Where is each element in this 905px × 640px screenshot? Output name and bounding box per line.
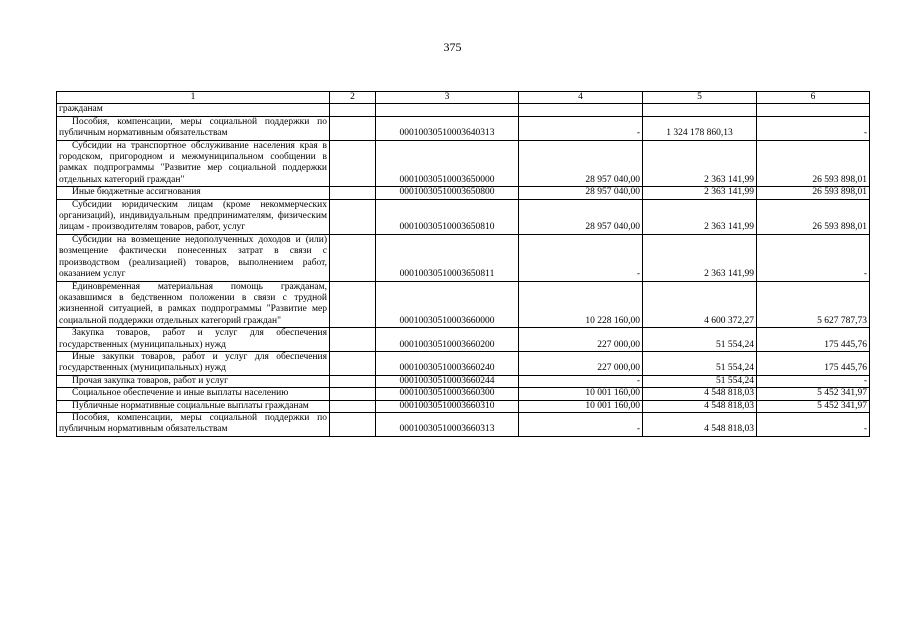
row-code: 00010030510003660240 xyxy=(376,351,519,375)
column-header-6: 6 xyxy=(757,92,870,104)
row-code: 00010030510003660300 xyxy=(376,388,519,400)
table-row xyxy=(57,199,870,234)
row-name-cell xyxy=(57,388,330,400)
row-col4: - xyxy=(519,116,643,140)
row-col5: 4 548 818,03 xyxy=(643,388,757,400)
table-row xyxy=(57,116,870,140)
row-col4: 10 001 160,00 xyxy=(519,400,643,412)
table-row xyxy=(57,104,870,116)
row-name: Публичные нормативные социальные выплаты гражданам xyxy=(72,400,309,411)
row-name-cell xyxy=(57,234,330,281)
row-col5: 4 548 818,03 xyxy=(643,412,757,436)
budget-table xyxy=(56,91,870,437)
row-col4: - xyxy=(519,375,643,387)
column-header-5: 5 xyxy=(643,92,757,104)
column-header-2: 2 xyxy=(330,92,376,104)
row-col5: 2 363 141,99 xyxy=(643,199,757,234)
row-col6: 175 445,76 xyxy=(757,328,870,352)
row-col2 xyxy=(330,328,376,352)
table-row xyxy=(57,412,870,436)
table-body xyxy=(57,104,870,436)
row-name: Субсидии на возмещение недополученных доходов и (или) возмещение фактически понесенных затрат в связи с производством (реализацией) товаров, выполнением работ, оказанием услуг xyxy=(59,234,327,280)
row-code: 00010030510003660000 xyxy=(376,281,519,328)
row-name: Иные закупки товаров, работ и услуг для обеспечения государственных (муниципальных) нужд xyxy=(59,351,327,374)
row-col2 xyxy=(330,412,376,436)
row-col4 xyxy=(519,104,643,116)
table-row xyxy=(57,328,870,352)
row-col5: 2 363 141,99 xyxy=(643,234,757,281)
row-code: 00010030510003650800 xyxy=(376,187,519,199)
row-name-cell xyxy=(57,187,330,199)
row-col5: 51 554,24 xyxy=(643,351,757,375)
row-name: Пособия, компенсации, меры социальной поддержки по публичным нормативным обязательствам xyxy=(59,116,327,139)
row-name-cell xyxy=(57,116,330,140)
row-name-cell xyxy=(57,351,330,375)
row-col5: 2 363 141,99 xyxy=(643,140,757,187)
table-header-row xyxy=(57,92,870,104)
row-code: 00010030510003660244 xyxy=(376,375,519,387)
column-header-1: 1 xyxy=(57,92,330,104)
row-name-cell xyxy=(57,375,330,387)
table-row xyxy=(57,234,870,281)
row-col6 xyxy=(757,104,870,116)
row-code: 00010030510003640313 xyxy=(376,116,519,140)
row-code xyxy=(376,104,519,116)
row-col6: 5 452 341,97 xyxy=(757,400,870,412)
row-col6: - xyxy=(757,375,870,387)
row-col6: - xyxy=(757,234,870,281)
row-code: 00010030510003660310 xyxy=(376,400,519,412)
row-name: Прочая закупка товаров, работ и услуг xyxy=(72,375,229,386)
table-row xyxy=(57,140,870,187)
row-col5: 2 363 141,99 xyxy=(643,187,757,199)
row-col4: 227 000,00 xyxy=(519,328,643,352)
row-col2 xyxy=(330,234,376,281)
row-name: Пособия, компенсации, меры социальной поддержки по публичным нормативным обязательствам xyxy=(59,412,327,435)
row-col5: 1 324 178 860,13 xyxy=(643,116,757,140)
row-col6: 175 445,76 xyxy=(757,351,870,375)
row-name: Субсидии на транспортное обслуживание населения края в городском, пригородном и межмуниципальном сообщении в рамках подпрограммы "Развитие мер социальной поддержки отдельных категорий граждан" xyxy=(59,140,327,185)
row-col2 xyxy=(330,116,376,140)
row-name: Социальное обеспечение и иные выплаты населению xyxy=(72,388,289,399)
row-col4: 28 957 040,00 xyxy=(519,187,643,199)
row-col4: 227 000,00 xyxy=(519,351,643,375)
row-col6: 5 627 787,73 xyxy=(757,281,870,328)
row-code: 00010030510003660200 xyxy=(376,328,519,352)
row-col4: 10 228 160,00 xyxy=(519,281,643,328)
table-row xyxy=(57,400,870,412)
row-code: 00010030510003650000 xyxy=(376,140,519,187)
row-col2 xyxy=(330,400,376,412)
row-col2 xyxy=(330,281,376,328)
row-col5 xyxy=(643,104,757,116)
row-code: 00010030510003660313 xyxy=(376,412,519,436)
row-name-cell xyxy=(57,140,330,187)
row-col4: - xyxy=(519,234,643,281)
row-col5: 4 600 372,27 xyxy=(643,281,757,328)
row-name-cell xyxy=(57,412,330,436)
row-col2 xyxy=(330,187,376,199)
row-col5: 4 548 818,03 xyxy=(643,400,757,412)
row-col6: - xyxy=(757,116,870,140)
row-col6: 26 593 898,01 xyxy=(757,187,870,199)
row-col6: 26 593 898,01 xyxy=(757,199,870,234)
row-name-cell xyxy=(57,104,330,116)
page-number: 375 xyxy=(443,40,462,54)
row-name-cell xyxy=(57,281,330,328)
row-name-cell xyxy=(57,328,330,352)
row-name-cell xyxy=(57,199,330,234)
row-col5: 51 554,24 xyxy=(643,375,757,387)
row-col6: 5 452 341,97 xyxy=(757,388,870,400)
row-name: гражданам xyxy=(59,104,103,115)
row-name-cell xyxy=(57,400,330,412)
row-col5: 51 554,24 xyxy=(643,328,757,352)
row-col2 xyxy=(330,351,376,375)
row-name: Субсидии юридическим лицам (кроме некоммерческих организаций), индивидуальным предпринимателям, физическим лицам - производителям товаров, работ, услуг xyxy=(59,199,327,233)
table-row xyxy=(57,388,870,400)
row-code: 00010030510003650810 xyxy=(376,199,519,234)
row-col4: - xyxy=(519,412,643,436)
row-col4: 10 001 160,00 xyxy=(519,388,643,400)
row-col2 xyxy=(330,140,376,187)
row-name: Иные бюджетные ассигнования xyxy=(72,187,201,198)
table-row xyxy=(57,375,870,387)
row-col2 xyxy=(330,104,376,116)
table-row xyxy=(57,351,870,375)
row-col2 xyxy=(330,388,376,400)
column-header-3: 3 xyxy=(376,92,519,104)
column-header-4: 4 xyxy=(519,92,643,104)
row-col2 xyxy=(330,199,376,234)
row-col4: 28 957 040,00 xyxy=(519,140,643,187)
table-row xyxy=(57,187,870,199)
row-name: Единовременная материальная помощь гражданам, оказавшимся в бедственном положении в связи с трудной жизненной ситуацией, в рамках подпрограммы "Развитие мер социальной поддержки отдельных категорий граждан" xyxy=(59,281,327,326)
row-col6: 26 593 898,01 xyxy=(757,140,870,187)
row-code: 00010030510003650811 xyxy=(376,234,519,281)
row-col4: 28 957 040,00 xyxy=(519,199,643,234)
row-name: Закупка товаров, работ и услуг для обеспечения государственных (муниципальных) нужд xyxy=(59,328,327,350)
table-row xyxy=(57,281,870,328)
row-col2 xyxy=(330,375,376,387)
row-col6: - xyxy=(757,412,870,436)
